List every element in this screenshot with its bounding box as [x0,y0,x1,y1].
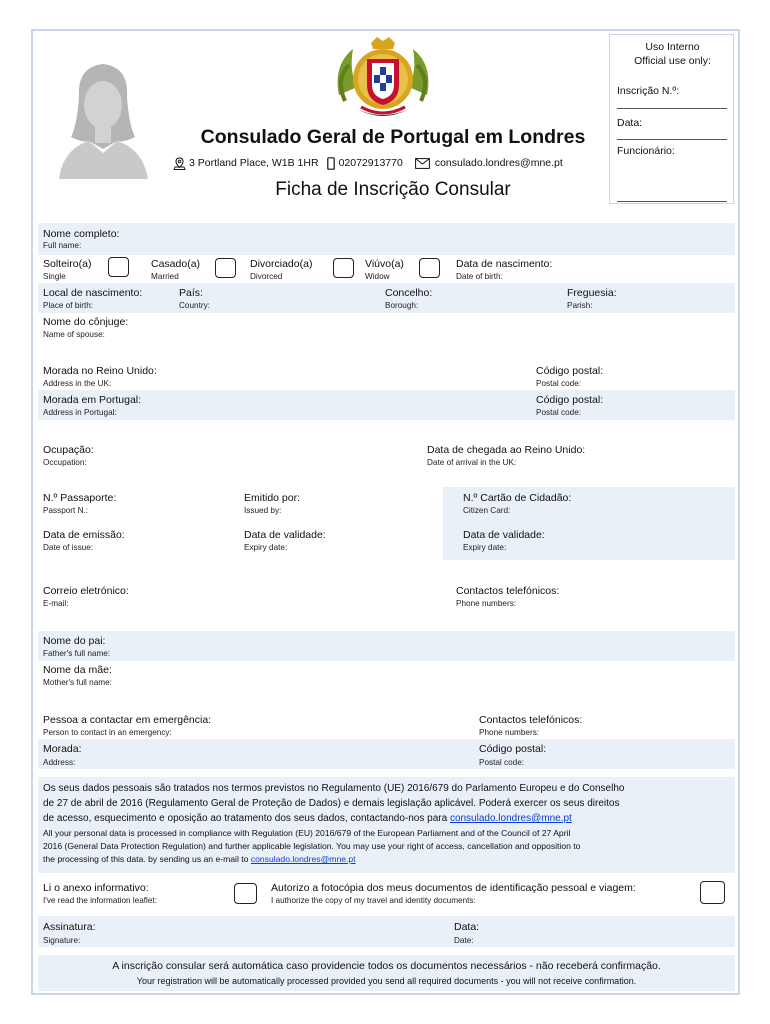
uk-address-label: Morada no Reino Unido: [43,365,157,377]
parish-label-en: Parish: [567,301,593,310]
full-name-label-en: Full name: [43,241,82,250]
avatar [37,37,170,202]
privacy-en-text: the processing of this data. by sending us an e-mail to [43,854,249,864]
father-label: Nome do pai: [43,635,106,647]
single-label: Solteiro(a) [43,258,92,270]
pt-postcode-label: Código postal: [536,394,604,406]
passport-label-en: Passport N.: [43,506,89,515]
footer-pt: A inscrição consular será automática caso providencie todos os documentos necessários - não receberá confirmação. [112,960,661,972]
privacy-pt-line1: Os seus dados pessoais são tratados nos termos previstos no Regulamento (UE) 2016/679 do Parlamento Europeu e do Conselho [43,783,625,794]
signature-date-label-en: Date: [454,936,474,945]
divorced-checkbox[interactable] [333,258,354,278]
leaflet-label: Li o anexo informativo: [43,882,149,894]
signature-label: Assinatura: [43,921,96,933]
registration-number-line[interactable] [617,108,727,109]
citizen-card-label: N.º Cartão de Cidadão: [463,492,572,504]
email-label: Correio eletrónico: [43,585,129,597]
spouse-label: Nome do cônjuge: [43,316,129,328]
arrival-date-label-en: Date of arrival in the UK: [427,458,517,467]
email-text: consulado.londres@mne.pt [434,157,563,169]
married-label: Casado(a) [151,258,201,270]
father-label-en: Father's full name: [43,649,111,658]
privacy-pt-text: de acesso, esquecimento e oposição ao tratamento dos seus dados, contactando-nos para [43,813,448,824]
widowed-checkbox[interactable] [419,258,440,278]
full-name-label: Nome completo: [43,228,120,240]
emergency-address-label: Morada: [43,743,82,755]
passport-label: N.º Passaporte: [43,492,117,504]
official-use-box [609,34,734,204]
signature-label-en: Signature: [43,936,81,945]
borough-label-en: Borough: [385,301,419,310]
occupation-label-en: Occupation: [43,458,87,467]
mail-icon [415,158,430,169]
signature-date-label: Data: [454,921,480,933]
email-label-en: E-mail: [43,599,69,608]
mother-label: Nome da mãe: [43,664,112,676]
divorced-label-en: Divorced [250,272,283,281]
signature-band[interactable] [38,916,735,947]
emergency-person-label: Pessoa a contactar em emergência: [43,714,212,726]
consulate-name: Consulado Geral de Portugal em Londres [200,126,586,148]
emergency-phones-label: Contactos telefónicos: [479,714,583,726]
expiry-date-label: Data de validade: [244,529,326,541]
issued-by-label-en: Issued by: [244,506,282,515]
privacy-en-line3 [43,853,356,865]
copy-consent-label-en: I authorize the copy of my travel and identity documents: [271,896,476,905]
single-label-en: Single [43,272,66,281]
pt-address-label: Morada em Portugal: [43,394,142,406]
birth-date-label-en: Date of birth: [456,272,503,281]
phone-text: 02072913770 [338,157,403,169]
registration-form [31,29,740,995]
official-title-en: Official use only: [634,55,711,67]
emergency-postcode-label-en: Postal code: [479,758,525,767]
contact-line [173,156,613,170]
mother-label-en: Mother's full name: [43,678,112,687]
parish-label: Freguesia: [567,287,617,299]
emergency-address-band[interactable] [38,739,735,769]
privacy-pt-line2: de 27 de abril de 2016 (Regulamento Geral de Proteção de Dados) e demais legislação aplicável. Poderá exercer os seus direitos [43,798,620,809]
married-label-en: Married [151,272,179,281]
leaflet-checkbox[interactable] [234,883,257,904]
pt-address-label-en: Address in Portugal: [43,408,117,417]
privacy-en-email-link[interactable]: consulado.londres@mne.pt [250,854,356,864]
official-date-line[interactable] [617,139,727,140]
birth-date-label: Data de nascimento: [456,258,553,270]
birth-place-label-en: Place of birth: [43,301,94,310]
emergency-phones-label-en: Phone numbers: [479,728,540,737]
country-label-en: Country: [179,301,210,310]
full-name-band[interactable] [38,223,735,255]
officer-label: Funcionário: [617,145,675,157]
privacy-en-line1: All your personal data is processed in compliance with Regulation (EU) 2016/679 of the European Parliament and of the Council of 27 April [43,828,571,838]
arrival-date-label: Data de chegada ao Reino Unido: [427,444,586,456]
phone-icon [327,157,335,170]
issue-date-label-en: Date of issue: [43,543,94,552]
uk-postcode-label: Código postal: [536,365,604,377]
widowed-label-en: Widow [365,272,390,281]
spouse-label-en: Name of spouse: [43,330,105,339]
emergency-address-label-en: Address: [43,758,76,767]
issued-by-label: Emitido por: [244,492,301,504]
coat-of-arms [327,35,439,125]
single-checkbox[interactable] [108,257,129,277]
borough-label: Concelho: [385,287,433,299]
country-label: País: [179,287,203,299]
privacy-en-line2: 2016 (General Data Protection Regulation) and further applicable legislation. You may use your right of access, cancellation and opposition to [43,841,581,851]
expiry-date-label-en: Expiry date: [244,543,288,552]
privacy-pt-email-link[interactable]: consulado.londres@mne.pt [449,813,572,824]
father-band[interactable] [38,631,735,661]
citizen-card-label-en: Citizen Card: [463,506,511,515]
registration-number-label: Inscrição N.º: [617,85,680,97]
married-checkbox[interactable] [215,258,236,278]
official-date-label: Data: [617,117,643,129]
footer-en: Your registration will be automatically processed provided you send all required documents - you will not receive confirmation. [136,976,637,986]
officer-line[interactable] [617,201,727,202]
copy-consent-label: Autorizo a fotocópia dos meus documentos de identificação pessoal e viagem: [271,882,636,894]
widowed-label: Viúvo(a) [365,258,404,270]
official-title-pt: Uso Interno [645,41,700,53]
divorced-label: Divorciado(a) [250,258,313,270]
pt-address-band[interactable] [38,390,735,420]
occupation-label: Ocupação: [43,444,94,456]
issue-date-label: Data de emissão: [43,529,125,541]
emergency-postcode-label: Código postal: [479,743,547,755]
location-pin-icon [173,157,186,170]
uk-postcode-label-en: Postal code: [536,379,582,388]
pt-postcode-label-en: Postal code: [536,408,582,417]
birth-place-label: Local de nascimento: [43,287,143,299]
uk-address-label-en: Address in the UK: [43,379,112,388]
phones-label: Contactos telefónicos: [456,585,560,597]
cc-expiry-date-label: Data de validade: [463,529,545,541]
emergency-person-label-en: Person to contact in an emergency: [43,728,172,737]
phones-label-en: Phone numbers: [456,599,517,608]
privacy-pt-line3 [43,812,572,826]
address-text: 3 Portland Place, W1B 1HR [189,157,319,169]
copy-consent-checkbox[interactable] [700,881,725,904]
leaflet-label-en: I've read the information leaflet: [43,896,157,905]
cc-expiry-date-label-en: Expiry date: [463,543,507,552]
form-title: Ficha de Inscrição Consular [275,179,511,200]
